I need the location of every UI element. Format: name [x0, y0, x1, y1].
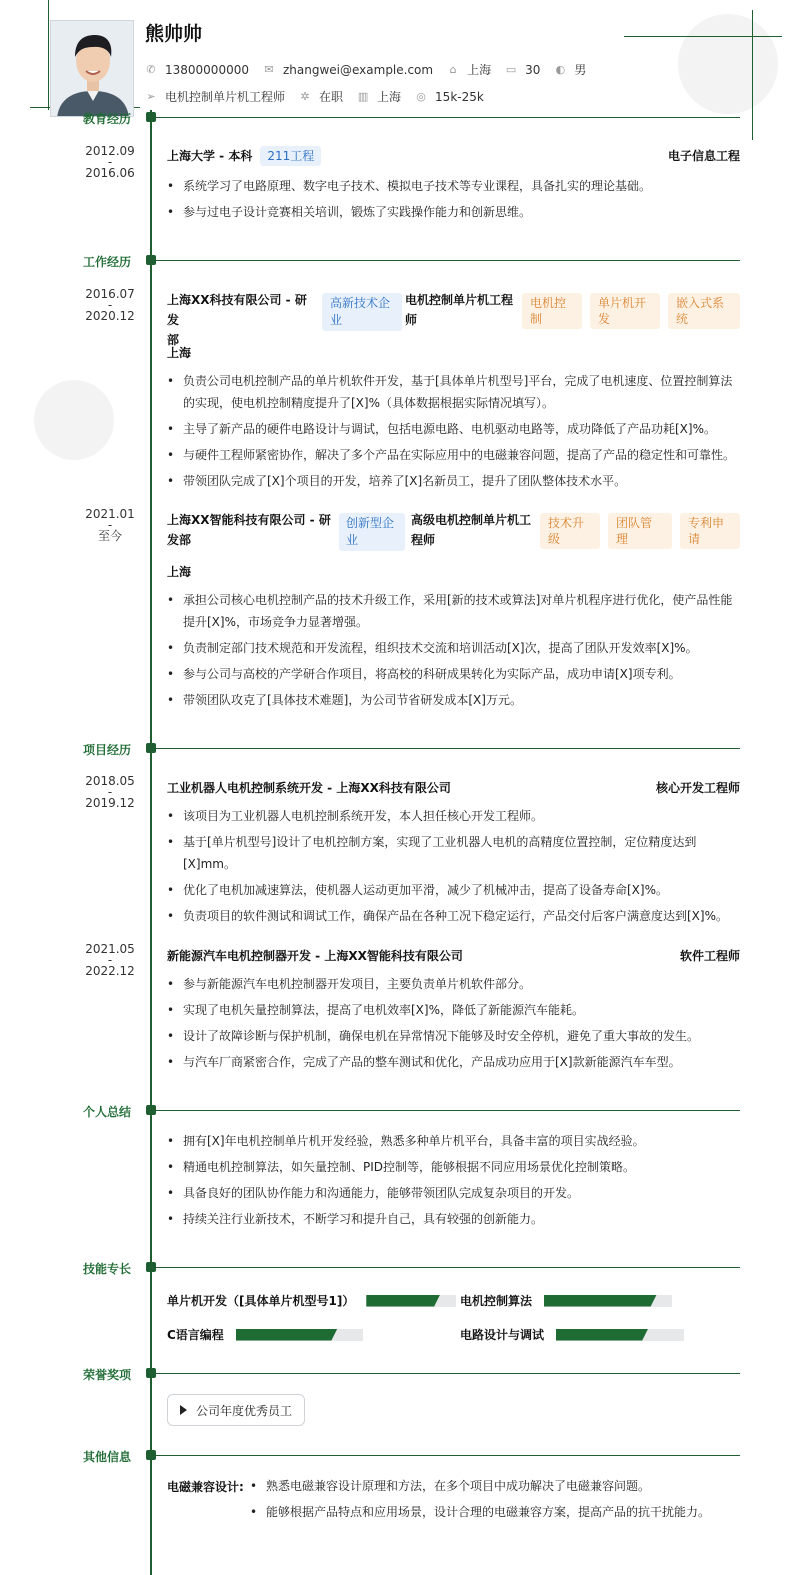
date-end: 至今 [97, 529, 122, 543]
contact-row [145, 61, 600, 78]
company-tag: 高新技术企 业 [322, 293, 402, 331]
section-divider [156, 260, 740, 261]
school-tag: 211工程 [260, 146, 321, 166]
skill-tag: 单片机开 发 [590, 293, 660, 329]
target-city-item [357, 88, 401, 105]
date-start: 2012.09 [85, 144, 135, 158]
gender-icon: ◐ [555, 62, 566, 76]
project-role: 核心开发工程师 [655, 781, 740, 795]
salary-text: 15k-25k [435, 89, 484, 104]
edu-header [167, 146, 740, 166]
work-header [167, 290, 740, 350]
home-icon: ⌂ [449, 62, 457, 76]
work-date [70, 507, 150, 544]
section-divider [156, 117, 740, 118]
skill-tag: 嵌入式系 统 [668, 293, 740, 329]
candidate-name: 熊帅帅 [145, 23, 203, 45]
list-item: • 系统学习了电路原理、数字电子技术、模拟电子技术等专业课程，具备扎实的理论基础。 [167, 175, 740, 197]
list-item: • 优化了电机加减速算法，使机器人运动更加平滑，减少了机械冲击，提高了设备寿命[X]%。 [167, 879, 740, 901]
gender-text: 男 [574, 63, 587, 77]
project-header [167, 779, 740, 796]
skill-item [460, 1292, 672, 1309]
list-item: • 精通电机控制算法，如矢量控制、PID控制等，能够根据不同应用场景优化控制策略。 [167, 1156, 740, 1178]
play-icon [180, 1405, 187, 1415]
list-item: • 主导了新产品的硬件电路设计与调试，包括电源电路、电机驱动电路等，成功降低了产品功耗[X]%。 [167, 418, 740, 440]
work-bullets [167, 370, 740, 492]
city-item [447, 61, 491, 78]
skill-bar-fill [556, 1329, 648, 1341]
work-city: 上海 [167, 565, 192, 579]
project-date [70, 942, 150, 979]
list-item: • 负责公司电机控制产品的单片机软件开发，基于[具体单片机型号]平台，完成了电机速度、位置控制算法的实现，使电机控制精度提升了[X]%（具体数据根据实际情况填写）。 [167, 370, 740, 414]
date-start: 2018.05 [85, 774, 135, 788]
list-item: • 具备良好的团队协作能力和沟通能力，能够带领团队完成复杂项目的开发。 [167, 1182, 740, 1204]
section-title-awards: 荣誉奖项 [83, 1368, 132, 1382]
project-bullets [167, 805, 740, 927]
list-item: • 承担公司核心电机控制产品的技术升级工作，采用[新的技术或算法]对单片机程序进行优化，使产品性能提升[X]%，市场竞争力显著增强。 [167, 589, 740, 633]
list-item: • 参与公司与高校的产学研合作项目，将高校的科研成果转化为实际产品，成功申请[X]项专利。 [167, 663, 740, 685]
skill-bar [366, 1295, 456, 1307]
major: 电子信息工程 [667, 149, 740, 163]
work-city: 上海 [167, 346, 192, 360]
skill-bar-fill [236, 1329, 338, 1341]
date-sep: - [107, 155, 113, 169]
date-sep: - [107, 785, 113, 799]
decor-circle [678, 14, 778, 114]
status-item [299, 88, 343, 105]
list-item: • 与硬件工程师紧密协作，解决了多个产品在实际应用中的电磁兼容问题，提高了产品的稳定性和可靠性。 [167, 444, 740, 466]
status-text: 在职 [319, 90, 344, 104]
email-text: zhangwei@example.com [282, 62, 434, 77]
section-title-summary: 个人总结 [83, 1105, 132, 1119]
decor-line [48, 0, 49, 110]
skill-tag: 专利申 请 [680, 513, 740, 549]
skill-bar [236, 1329, 363, 1341]
mail-icon: ✉ [264, 62, 274, 76]
section-marker [146, 743, 156, 753]
project-bullets [167, 973, 740, 1073]
job-title: 电机控制单片机工程 师 [405, 293, 514, 327]
section-divider [156, 1110, 740, 1111]
skill-tag: 技术升 级 [540, 513, 600, 549]
salary-item [415, 90, 484, 104]
list-item: • 与汽车厂商紧密合作，完成了产品的整车测试和优化，产品成功应用于[X]款新能源汽车车型。 [167, 1051, 740, 1073]
date-sep: - [107, 518, 113, 532]
gear-icon: ✲ [300, 89, 310, 103]
target-job-item [145, 88, 285, 105]
list-item: • 该项目为工业机器人电机控制系统开发，本人担任核心开发工程师。 [167, 805, 740, 827]
skill-bar-fill [544, 1295, 657, 1307]
target-city-text: 上海 [377, 90, 402, 104]
section-title-work: 工作经历 [83, 255, 132, 269]
project-name: 工业机器人电机控制系统开发 - 上海XX科技有限公司 [167, 781, 451, 795]
section-title-skills: 技能专长 [83, 1262, 132, 1276]
company-name: 上海XX科技有限公司 - 研发 部 [167, 293, 307, 347]
date-end: 2016.06 [85, 166, 135, 180]
award-item [167, 1394, 305, 1426]
salary-icon: ◎ [416, 89, 426, 103]
work-bullets [167, 589, 740, 711]
skill-item [460, 1326, 684, 1343]
section-marker [146, 1450, 156, 1460]
skill-bar [556, 1329, 684, 1341]
date-end: 2019.12 [85, 796, 135, 810]
section-divider [156, 1267, 740, 1268]
other-bullets [250, 1475, 740, 1523]
list-item: • 持续关注行业新技术，不断学习和提升自己，具有较强的创新能力。 [167, 1208, 740, 1230]
project-date [70, 774, 150, 811]
phone-icon: ✆ [146, 62, 156, 76]
date-end: 2022.12 [85, 964, 135, 978]
section-title-education: 教育经历 [83, 112, 132, 126]
company-tag: 创新型企 业 [339, 513, 405, 551]
target-job-text: 电机控制单片机工程师 [165, 90, 286, 104]
project-role: 软件工程师 [679, 949, 740, 963]
list-item: • 熟悉电磁兼容设计原理和方法，在多个项目中成功解决了电磁兼容问题。 [250, 1475, 740, 1497]
gender-item [554, 61, 586, 78]
avatar-photo [50, 20, 134, 117]
section-divider [156, 1455, 740, 1456]
list-item: • 参与过电子设计竞赛相关培训，锻炼了实践操作能力和创新思维。 [167, 201, 740, 223]
skill-bar [544, 1295, 672, 1307]
section-marker [146, 1262, 156, 1272]
edu-bullets [167, 175, 740, 223]
skill-tag: 电机控 制 [522, 293, 582, 329]
date-end: 2020.12 [85, 309, 135, 323]
job-title: 高级电机控制单片机工 程师 [411, 513, 532, 547]
section-divider [156, 1373, 740, 1374]
work-date [70, 287, 150, 324]
award-text: 公司年度优秀员工 [196, 1403, 293, 1418]
phone-text: 13800000000 [165, 62, 249, 77]
section-marker [146, 1105, 156, 1115]
date-sep: - [107, 298, 113, 312]
section-title-project: 项目经历 [83, 743, 132, 757]
skill-tag: 团队管 理 [608, 513, 672, 549]
job-intent-row [145, 88, 498, 105]
decor-line [624, 36, 782, 37]
skill-name: C语言编程 [167, 1328, 224, 1342]
project-name: 新能源汽车电机控制器开发 - 上海XX智能科技有限公司 [167, 949, 463, 963]
date-sep: - [107, 953, 113, 967]
company-name: 上海XX智能科技有限公司 - 研 发部 [167, 513, 331, 547]
skill-name: 电机控制算法 [460, 1294, 533, 1308]
building-icon: ▥ [357, 89, 369, 103]
project-header [167, 947, 740, 964]
work-header [167, 510, 740, 551]
list-item: • 能够根据产品特点和应用场景，设计合理的电磁兼容方案，提高产品的抗干扰能力。 [250, 1501, 740, 1523]
list-item: • 基于[单片机型号]设计了电机控制方案，实现了工业机器人电机的高精度位置控制，定位精度达到[X]mm。 [167, 831, 740, 875]
skill-item [167, 1326, 363, 1343]
section-marker [146, 255, 156, 265]
age-text: 30 [525, 62, 541, 77]
summary-bullets [167, 1130, 740, 1230]
skill-bar-fill [366, 1295, 440, 1307]
list-item: • 实现了电机矢量控制算法，提高了电机效率[X]%，降低了新能源汽车能耗。 [167, 999, 740, 1021]
send-icon: ➢ [146, 89, 156, 103]
list-item: • 带领团队完成了[X]个项目的开发，培养了[X]名新员工，提升了团队整体技术水平。 [167, 470, 740, 492]
skill-name: 单片机开发（[具体单片机型号1]） [167, 1294, 355, 1308]
other-label: 电磁兼容设计: [167, 1480, 244, 1494]
skill-name: 电路设计与调试 [460, 1328, 545, 1342]
list-item: • 负责项目的软件测试和调试工作，确保产品在各种工况下稳定运行，产品交付后客户满意度达到[X]%。 [167, 905, 740, 927]
list-item: • 设计了故障诊断与保护机制，确保电机在异常情况下能够及时安全停机，避免了重大事故的发生。 [167, 1025, 740, 1047]
edu-date [70, 144, 150, 181]
date-start: 2021.05 [85, 942, 135, 956]
age-item [505, 63, 540, 77]
list-item: • 负责制定部门技术规范和开发流程，组织技术交流和培训活动[X]次，提高了团队开发效率[X]%。 [167, 637, 740, 659]
list-item: • 参与新能源汽车电机控制器开发项目，主要负责单片机软件部分。 [167, 973, 740, 995]
section-marker [146, 112, 156, 122]
section-marker [146, 1368, 156, 1378]
decor-line [752, 10, 753, 140]
section-title-other: 其他信息 [83, 1450, 132, 1464]
list-item: • 带领团队攻克了[具体技术难题]，为公司节省研发成本[X]万元。 [167, 689, 740, 711]
timeline-line [150, 110, 152, 1575]
skill-item [167, 1292, 456, 1309]
date-start: 2016.07 [85, 287, 135, 301]
email-item [263, 63, 433, 77]
cake-icon: ▭ [505, 62, 517, 76]
date-start: 2021.01 [85, 507, 135, 521]
decor-circle [34, 380, 114, 460]
school-name: 上海大学 - 本科 [167, 149, 253, 163]
city-text: 上海 [467, 63, 492, 77]
phone-item [145, 63, 249, 77]
section-divider [156, 748, 740, 749]
list-item: • 拥有[X]年电机控制单片机开发经验，熟悉多种单片机平台，具备丰富的项目实战经验。 [167, 1130, 740, 1152]
